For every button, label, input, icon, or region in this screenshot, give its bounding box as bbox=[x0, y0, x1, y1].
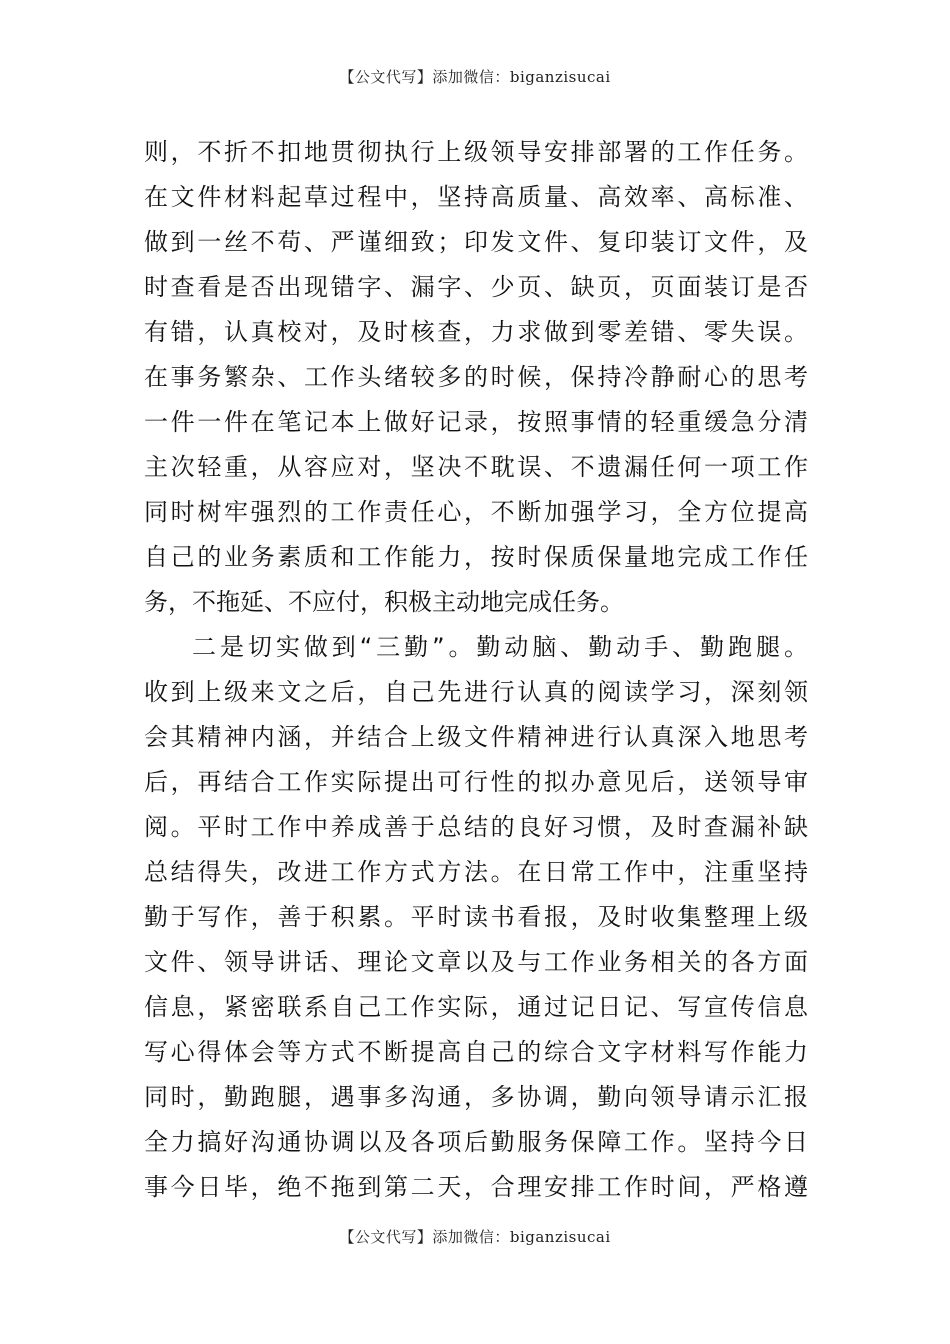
text-line: 会其精神内涵，并结合上级文件精神进行认真深入地思考 bbox=[144, 723, 808, 751]
page-header: 【公文代写】添加微信：biganzisucai bbox=[339, 68, 611, 86]
text-line: 收到上级来文之后，自己先进行认真的阅读学习，深刻领 bbox=[144, 678, 808, 706]
text-line: 二是切实做到“三勤”。勤动脑、勤动手、勤跑腿。 bbox=[192, 633, 808, 661]
text-line: 事今日毕，绝不拖到第二天，合理安排工作时间，严格遵 bbox=[144, 1173, 808, 1201]
text-line: 同时树牢强烈的工作责任心，不断加强学习，全方位提高 bbox=[144, 498, 808, 526]
text-line: 做到一丝不苟、严谨细致；印发文件、复印装订文件，及 bbox=[144, 228, 808, 256]
text-line: 信息，紧密联系自己工作实际，通过记日记、写宣传信息 bbox=[144, 993, 808, 1021]
text-line: 主次轻重，从容应对，坚决不耽误、不遗漏任何一项工作 bbox=[144, 453, 808, 481]
text-line: 阅。平时工作中养成善于总结的良好习惯，及时查漏补缺 bbox=[144, 813, 808, 841]
text-line: 有错，认真校对，及时核查，力求做到零差错、零失误。 bbox=[144, 318, 808, 346]
text-line: 写心得体会等方式不断提高自己的综合文字材料写作能力 bbox=[144, 1038, 808, 1066]
text-line: 则，不折不扣地贯彻执行上级领导安排部署的工作任务。 bbox=[144, 138, 808, 166]
paragraph-1 bbox=[144, 130, 808, 625]
text-line: 在文件材料起草过程中，坚持高质量、高效率、高标准、 bbox=[144, 183, 808, 211]
text-line: 文件、领导讲话、理论文章以及与工作业务相关的各方面 bbox=[144, 948, 808, 976]
text-line: 同时，勤跑腿，遇事多沟通，多协调，勤向领导请示汇报 bbox=[144, 1083, 808, 1111]
text-line: 时查看是否出现错字、漏字、少页、缺页，页面装订是否 bbox=[144, 273, 808, 301]
text-line: 自己的业务素质和工作能力，按时保质保量地完成工作任 bbox=[144, 543, 808, 571]
text-line: 一件一件在笔记本上做好记录，按照事情的轻重缓急分清 bbox=[144, 408, 808, 436]
page-footer: 【公文代写】添加微信：biganzisucai bbox=[339, 1228, 611, 1246]
text-line: 全力搞好沟通协调以及各项后勤服务保障工作。坚持今日 bbox=[144, 1128, 808, 1156]
paragraph-2 bbox=[144, 625, 808, 1210]
text-line: 后，再结合工作实际提出可行性的拟办意见后，送领导审 bbox=[144, 768, 808, 796]
text-line: 在事务繁杂、工作头绪较多的时候，保持冷静耐心的思考 bbox=[144, 363, 808, 391]
document-body bbox=[144, 130, 808, 1210]
text-line: 总结得失，改进工作方式方法。在日常工作中，注重坚持 bbox=[144, 858, 808, 886]
text-line: 勤于写作，善于积累。平时读书看报，及时收集整理上级 bbox=[144, 903, 808, 931]
text-line: 务，不拖延、不应付，积极主动地完成任务。 bbox=[144, 588, 624, 616]
